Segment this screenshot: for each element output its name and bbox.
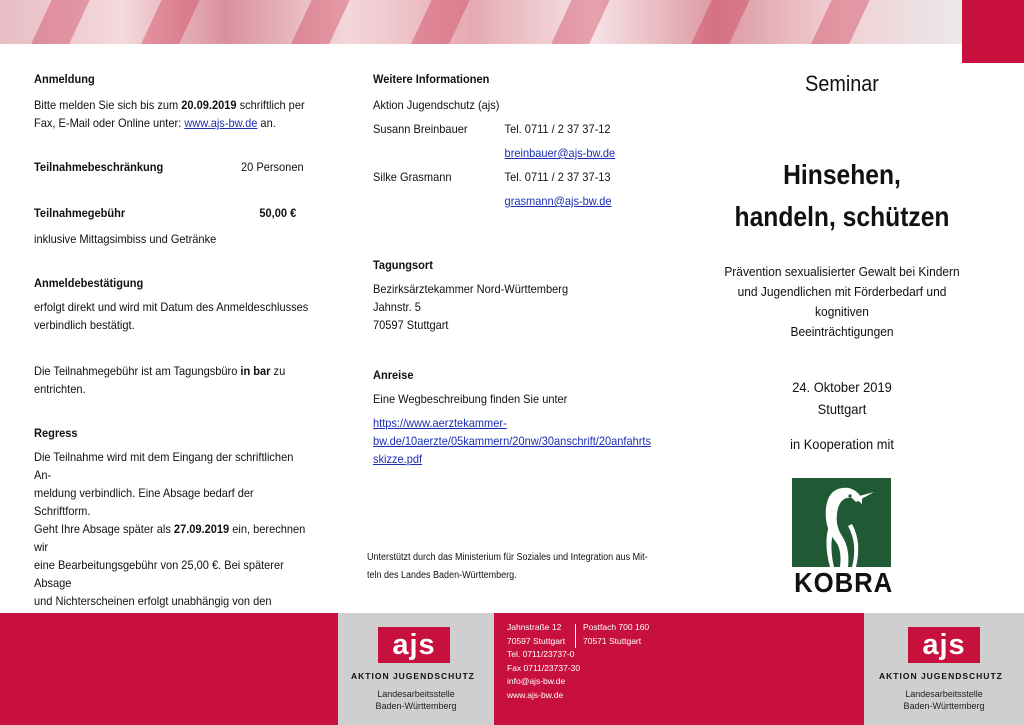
middle-column [373, 70, 667, 468]
contact-email-link[interactable]: grasmann@ajs-bw.de [504, 194, 612, 208]
email-line: info@ajs-bw.de [507, 676, 566, 686]
support-line-1: Unterstützt durch das Ministerium für Soziales und Integration aus Mit- [367, 552, 648, 563]
ajs-subtitle [361, 688, 471, 712]
contact-name: Susann Breinbauer [373, 122, 468, 136]
subtitle-line-3: Beeinträchtigungen [790, 324, 894, 339]
kooperation-text: in Kooperation mit [790, 436, 894, 452]
header-banner-image [0, 0, 1024, 44]
subtitle-line-2: und Jugendlichen mit Förderbedarf und kognitiven [737, 284, 947, 319]
city-text: Stuttgart [817, 401, 867, 417]
tagungsbuero-text-1: Die Teilnahmegebühr ist am Tagungsbüro in bar zu [34, 364, 286, 378]
fax-line: Fax 0711/23737-30 [507, 662, 581, 673]
regress-heading: Regress [34, 426, 78, 440]
ajs-sub-line-2: Baden-Württemberg [375, 701, 457, 711]
anreise-heading: Anreise [373, 368, 414, 382]
footer-postfach [583, 621, 649, 648]
seminar-subtitle [711, 262, 972, 342]
ajs-name: AKTION JUGENDSCHUTZ [351, 671, 475, 681]
anreise-link[interactable] [373, 414, 667, 468]
ajs-logo-left [338, 613, 494, 725]
anreise-link-line-3[interactable]: skizze.pdf [373, 452, 423, 466]
ajs-sub-line-1: Landesarbeitsstelle [377, 689, 455, 699]
tagungsbuero-text-2: entrichten. [34, 382, 86, 396]
support-note [367, 549, 655, 585]
address-line: Jahnstraße 12 [507, 622, 562, 632]
tagungsort-line-3: 70597 Stuttgart [373, 318, 449, 332]
contact-tel: Tel. 0711 / 2 37 37-13 [504, 170, 611, 184]
footer-divider [575, 624, 576, 648]
contact-tel: Tel. 0711 / 2 37 37-12 [504, 122, 611, 136]
gebuehr-note: inklusive Mittagsimbiss und Getränke [34, 232, 217, 246]
contact-row [373, 168, 667, 186]
support-line-2: teln des Landes Baden-Württemberg. [367, 570, 517, 581]
ajs-sub-line-2: Baden-Württemberg [903, 701, 985, 711]
info-org: Aktion Jugendschutz (ajs) [373, 98, 500, 112]
anmeldung-text-2: Fax, E-Mail oder Online unter: www.ajs-bw.de an. [34, 116, 276, 130]
left-column [34, 70, 310, 664]
postfach-line: Postfach 700 160 [583, 622, 650, 632]
contact-email-row [373, 192, 667, 210]
bestaetigung-text-2: verbindlich bestätigt. [34, 318, 135, 332]
address-line: 70597 Stuttgart [507, 635, 566, 646]
ajs-logo-right [864, 613, 1024, 725]
gebuehr-value: 50,00 € [259, 206, 297, 220]
bestaetigung-heading: Anmeldebestätigung [34, 276, 144, 290]
accent-block [962, 0, 1024, 63]
anreise-link-line-2[interactable]: bw.de/10aerzte/05kammern/20nw/30anschrift/20anfahrts [373, 434, 652, 448]
regress-line-5: und Nichterscheinen erfolgt unabhängig von den [34, 594, 272, 608]
website-line: www.ajs-bw.de [507, 689, 564, 700]
ajs-logo-mark: ajs [908, 627, 980, 663]
beschraenkung-row [34, 158, 310, 176]
contact-email-link[interactable]: breinbauer@ajs-bw.de [504, 146, 616, 160]
gebuehr-row [34, 204, 310, 222]
right-column [700, 70, 984, 454]
contact-row [373, 120, 667, 138]
regress-line-1: Die Teilnahme wird mit dem Eingang der schriftlichen An- [34, 450, 294, 482]
anreise-text: Eine Wegbeschreibung finden Sie unter [373, 392, 568, 406]
tagungsort-heading: Tagungsort [373, 258, 433, 272]
kobra-logo [790, 478, 894, 602]
beschraenkung-value: 20 Personen [241, 160, 304, 174]
beschraenkung-label: Teilnahmebeschränkung [34, 160, 164, 174]
anreise-link-line-1[interactable]: https://www.aerztekammer- [373, 416, 507, 430]
title-line-1: Hinsehen, [783, 159, 901, 190]
kobra-wordmark: KOBRA [794, 567, 894, 598]
ajs-logo-mark: ajs [378, 627, 450, 663]
title-line-2: handeln, schützen [734, 201, 950, 232]
bestaetigung-text-1: erfolgt direkt und wird mit Datum des Anmeldeschlusses [34, 300, 309, 314]
regress-line-4: eine Bearbeitungsgebühr von 25,00 €. Bei späterer Absage [34, 558, 284, 590]
seminar-label: Seminar [805, 71, 879, 96]
subtitle-line-1: Prävention sexualisierter Gewalt bei Kindern [724, 264, 960, 279]
anmeldung-text-1: Bitte melden Sie sich bis zum 20.09.2019 schriftlich per [34, 98, 305, 112]
heron-icon [792, 478, 891, 567]
ajs-website-link[interactable]: www.ajs-bw.de [184, 116, 258, 130]
seminar-date [711, 376, 972, 420]
contact-name: Silke Grasmann [373, 170, 452, 184]
gebuehr-label: Teilnahmegebühr [34, 206, 126, 220]
ajs-name: AKTION JUGENDSCHUTZ [879, 671, 1003, 681]
postfach-line: 70571 Stuttgart [583, 635, 642, 646]
phone-line: Tel. 0711/23737-0 [507, 649, 575, 659]
footer-address [507, 621, 580, 702]
regress-line-3: Geht Ihre Absage später als 27.09.2019 ein, berechnen wir [34, 522, 306, 554]
tagungsort-line-1: Bezirksärztekammer Nord-Württemberg [373, 282, 569, 296]
anmeldung-heading: Anmeldung [34, 72, 95, 86]
contact-email-row [373, 144, 667, 162]
date-text: 24. Oktober 2019 [792, 379, 892, 395]
ajs-subtitle [889, 688, 999, 712]
seminar-title [717, 154, 967, 238]
regress-line-2: meldung verbindlich. Eine Absage bedarf der Schriftform. [34, 486, 254, 518]
info-heading: Weitere Informationen [373, 72, 490, 86]
ajs-sub-line-1: Landesarbeitsstelle [905, 689, 983, 699]
tagungsort-line-2: Jahnstr. 5 [373, 300, 421, 314]
